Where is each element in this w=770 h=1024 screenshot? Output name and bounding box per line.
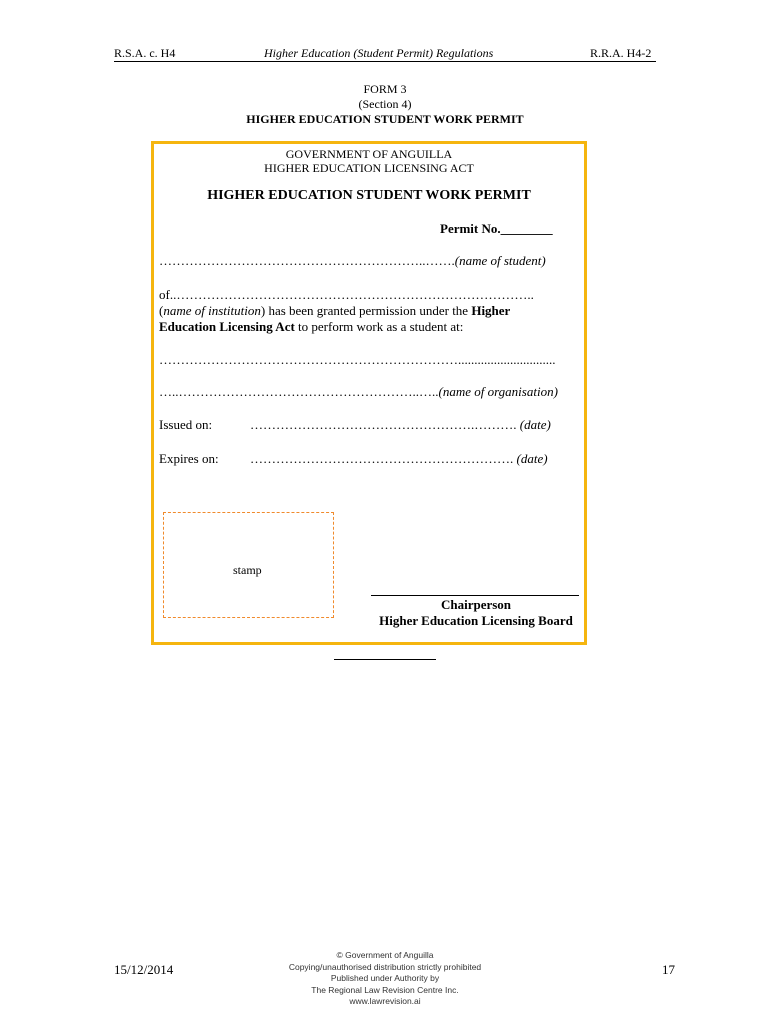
permit-number: Permit No.________	[440, 221, 553, 236]
student-line	[159, 253, 546, 269]
student-label: (name of student)	[454, 253, 546, 268]
expires-line	[250, 451, 548, 467]
act-bold-2: Education Licensing Act	[159, 319, 295, 334]
issued-date-label: (date)	[516, 417, 551, 432]
government-label: GOVERNMENT OF ANGUILLA	[285, 147, 453, 161]
form-number: FORM 3	[363, 82, 407, 96]
footer-website: www.lawrevision.ai	[349, 996, 421, 1006]
page-number: 17	[662, 962, 675, 977]
expires-label: Expires on:	[159, 451, 219, 466]
form-section: (Section 4)	[358, 97, 412, 111]
end-rule	[334, 659, 436, 660]
organisation-dots: …..………………………………………………..…..	[159, 384, 439, 399]
board-label: Higher Education Licensing Board	[379, 613, 573, 628]
student-dots: ……………………………………………………..…….	[159, 253, 455, 268]
institution-label: name of institution	[163, 303, 261, 318]
footer-published: Published under Authority by	[330, 973, 440, 983]
header-center: Higher Education (Student Permit) Regulations	[264, 46, 494, 60]
issued-label: Issued on:	[159, 417, 213, 432]
footer-copyright: © Government of Anguilla	[336, 950, 434, 960]
header-right: R.R.A. H4-2	[590, 46, 652, 60]
footer-centre: The Regional Law Revision Centre Inc.	[311, 984, 459, 995]
form-heading: HIGHER EDUCATION STUDENT WORK PERMIT	[246, 112, 524, 126]
act-line	[159, 319, 463, 335]
expires-dots: …………………………………………………….	[250, 451, 514, 466]
permit-title: HIGHER EDUCATION STUDENT WORK PERMIT	[207, 188, 531, 203]
header-left: R.S.A. c. H4	[114, 46, 176, 60]
institution-dots-line: of..………………………………………………………………………..	[159, 287, 534, 302]
footer-distribution: Copying/unauthorised distribution strictly prohibited	[288, 961, 482, 972]
blank-line: ……………………………………………………………..............................	[159, 352, 556, 367]
organisation-label: (name of organisation)	[438, 384, 558, 399]
issued-dots: …………………………………………….……….	[250, 417, 517, 432]
organisation-line	[159, 384, 558, 400]
institution-text-2: to perform work as a student at:	[294, 319, 464, 334]
footer-notice	[0, 950, 770, 1008]
stamp-label: stamp	[233, 563, 262, 577]
issued-line	[250, 417, 551, 433]
act-bold-1: Higher	[471, 303, 511, 318]
header-rule	[114, 61, 656, 62]
act-label: HIGHER EDUCATION LICENSING ACT	[264, 161, 474, 175]
chairperson-label: Chairperson	[440, 597, 512, 612]
institution-line: (name of institution) has been granted permission under the Higher	[159, 303, 511, 318]
institution-text-1: has been granted permission under the	[265, 303, 472, 318]
footer-date: 15/12/2014	[114, 962, 174, 977]
expires-date-label: (date)	[513, 451, 548, 466]
signature-line	[371, 595, 579, 596]
